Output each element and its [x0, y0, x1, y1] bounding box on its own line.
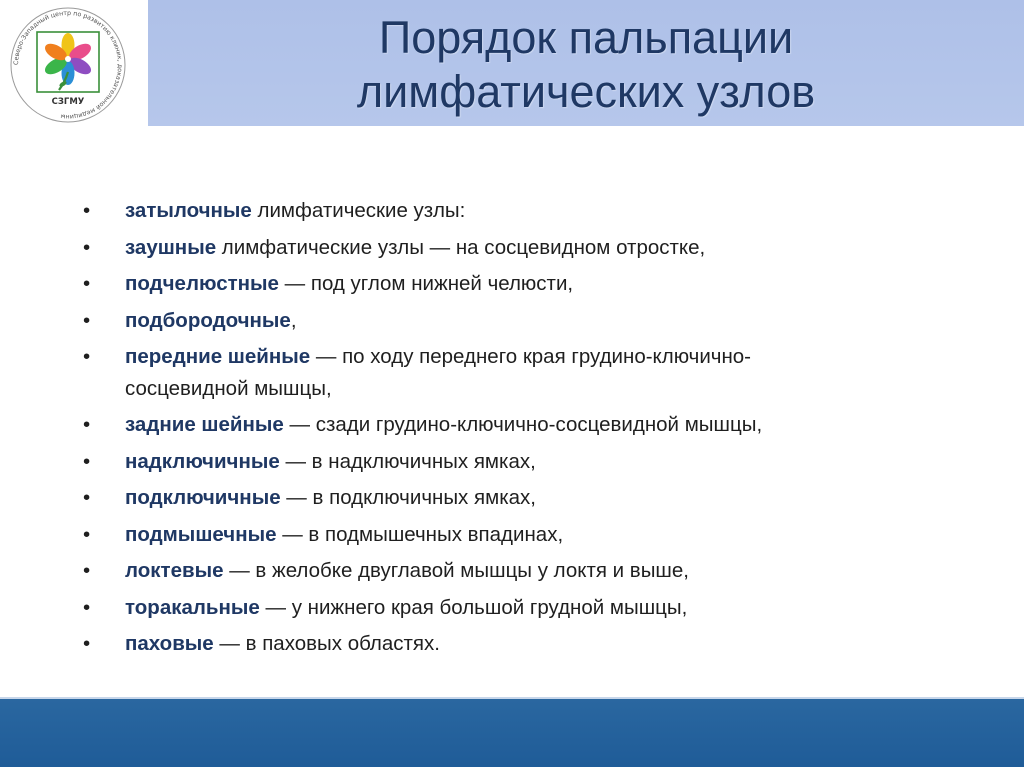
item-text: — сзади грудино-ключично-сосцевидной мышцы, — [283, 413, 763, 436]
item-term: торакальные — [125, 595, 260, 619]
list-item — [78, 193, 958, 230]
title-line-1: Порядок пальпации — [378, 12, 794, 63]
item-term: подключичные — [125, 486, 281, 509]
item-term: локтевые — [125, 559, 224, 582]
bullet: • — [83, 413, 91, 436]
item-text-continued: сосцевидной мышцы, — [125, 377, 332, 400]
item-term: заушные — [125, 235, 217, 259]
item-term: подбородочные — [125, 308, 291, 332]
flower-logo-icon — [7, 4, 129, 126]
list-item — [78, 626, 958, 663]
bullet: • — [83, 308, 91, 332]
item-text: лимфатические узлы: — [251, 199, 466, 222]
item-term: передние шейные — [125, 345, 311, 368]
item-text: — в желобке двуглавой мышцы у локтя и выше, — [223, 559, 689, 582]
list-item — [78, 407, 958, 444]
list-item — [78, 266, 958, 303]
lymph-node-list — [78, 193, 958, 663]
slide-title — [148, 4, 1024, 126]
bullet: • — [83, 522, 91, 546]
bullet: • — [83, 199, 91, 222]
list-item — [78, 230, 958, 267]
item-text: лимфатические узлы — на сосцевидном отростке, — [216, 235, 706, 259]
item-term: подмышечные — [125, 522, 277, 546]
list-item — [78, 590, 958, 627]
item-term: задние шейные — [125, 413, 284, 436]
bullet: • — [83, 486, 91, 509]
item-text: — в подключичных ямках, — [280, 486, 536, 509]
bullet: • — [83, 235, 91, 259]
item-text: — по ходу переднего края грудино-ключично- — [310, 345, 752, 368]
bullet: • — [83, 595, 91, 619]
list-item — [78, 339, 958, 407]
item-term: затылочные — [125, 199, 252, 222]
list-item — [78, 517, 958, 554]
list-item — [78, 303, 958, 340]
logo-caption: СЗГМУ — [51, 97, 85, 107]
list-item — [78, 444, 958, 481]
bullet: • — [83, 449, 91, 473]
item-text: — в надключичных ямках, — [279, 449, 536, 473]
title-line-2: лимфатических узлов — [356, 66, 816, 117]
bullet: • — [83, 345, 91, 368]
logo-ring-text: Северо-Западный центр по развитию клиник, доказательной медицины — [12, 9, 124, 121]
item-text: — под углом нижней челюсти, — [278, 272, 574, 295]
bullet: • — [83, 632, 91, 655]
bullet: • — [83, 272, 91, 295]
footer-band — [0, 699, 1024, 767]
item-text: — в паховых областях. — [213, 632, 440, 655]
item-text: — в подмышечных впадинах, — [276, 522, 564, 546]
item-term: паховые — [125, 632, 214, 655]
item-text: , — [290, 308, 297, 332]
list-item — [78, 480, 958, 517]
item-text: — у нижнего края большой грудной мышцы, — [259, 595, 688, 619]
logo — [0, 0, 148, 130]
bullet: • — [83, 559, 91, 582]
item-term: подчелюстные — [125, 272, 279, 295]
list-item — [78, 553, 958, 590]
item-term: надключичные — [125, 449, 280, 473]
